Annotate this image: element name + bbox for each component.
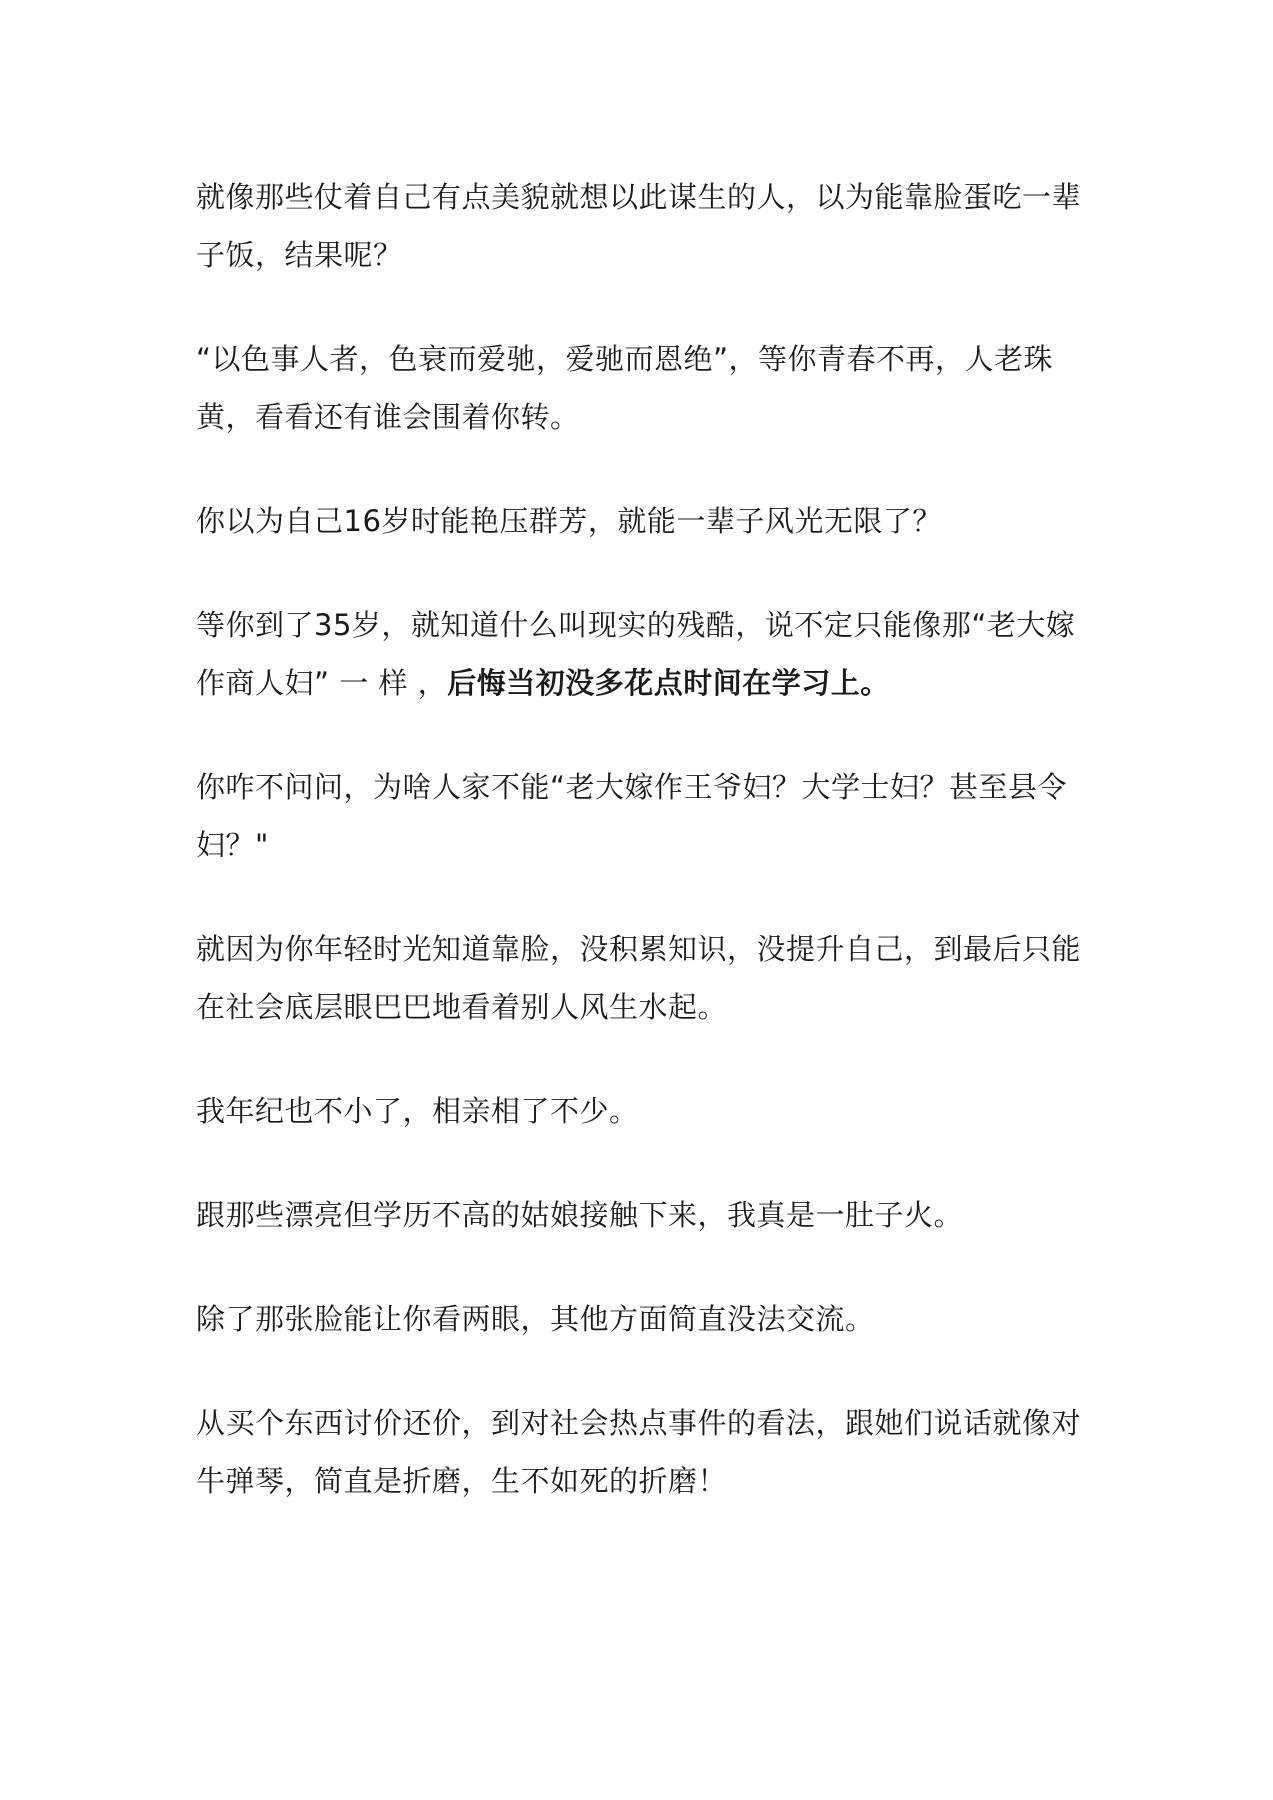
paragraph-text: 除了那张脸能让你看两眼，其他方面简直没法交流。 xyxy=(196,1302,875,1336)
paragraph xyxy=(196,1290,1096,1348)
paragraph xyxy=(196,596,1096,712)
article-body xyxy=(196,168,1096,1556)
paragraph-text: 我年纪也不小了，相亲相了不少。 xyxy=(196,1094,639,1128)
paragraph xyxy=(196,758,1096,874)
paragraph xyxy=(196,330,1096,446)
paragraph xyxy=(196,1186,1096,1244)
paragraph-text: 跟那些漂亮但学历不高的姑娘接触下来，我真是一肚子火。 xyxy=(196,1198,964,1232)
paragraph xyxy=(196,1082,1096,1140)
paragraph-text: 就像那些仗着自己有点美貌就想以此谋生的人，以为能靠脸蛋吃一辈子饭，结果呢？ xyxy=(196,180,1082,272)
paragraph-text: 你以为自己16岁时能艳压群芳，就能一辈子风光无限了？ xyxy=(196,504,942,538)
paragraph xyxy=(196,920,1096,1036)
paragraph xyxy=(196,1394,1096,1510)
paragraph-text: 就因为你年轻时光知道靠脸，没积累知识，没提升自己，到最后只能在社会底层眼巴巴地看着别人风生水起。 xyxy=(196,932,1082,1024)
paragraph-text: 等你到了35岁，就知道什么叫现实的残酷，说不定只能像那“老大嫁作商人妇” 一 样 ， xyxy=(196,608,1076,700)
paragraph-text: “以色事人者，色衰而爱驰，爱驰而恩绝”，等你青春不再，人老珠黄，看看还有谁会围着你转。 xyxy=(196,342,1054,434)
paragraph xyxy=(196,492,1096,550)
paragraph-text: 你咋不问问，为啥人家不能“老大嫁作王爷妇？大学士妇？甚至县令妇？" xyxy=(196,770,1068,862)
paragraph-bold-text: 后悔当初没多花点时间在学习上。 xyxy=(447,666,890,700)
paragraph xyxy=(196,168,1096,284)
paragraph-text: 从买个东西讨价还价，到对社会热点事件的看法，跟她们说话就像对牛弹琴，简直是折磨，生不如死的折磨！ xyxy=(196,1406,1082,1498)
